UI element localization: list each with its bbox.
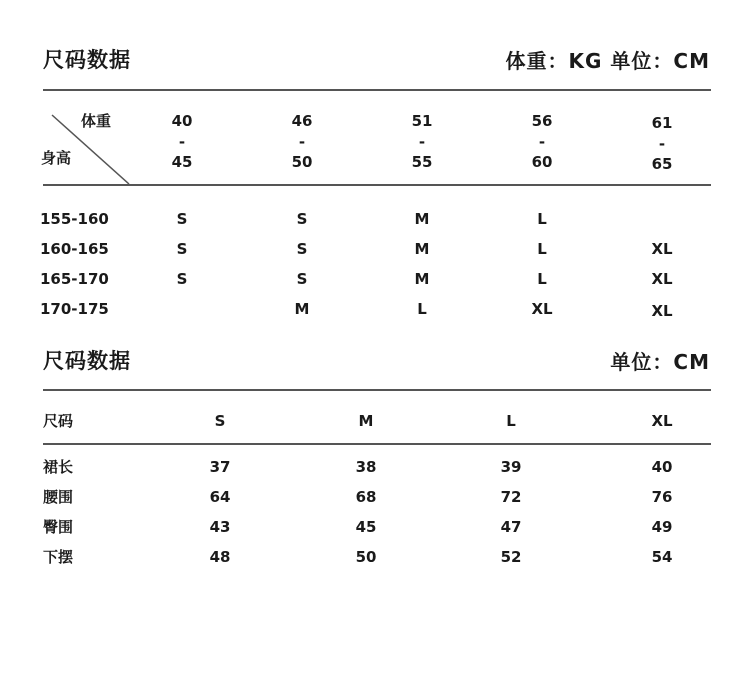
measure-value: 49 [651, 518, 673, 536]
height-range: 160-165 [40, 240, 109, 258]
size-cell: XL [531, 300, 553, 318]
measure-value: 72 [500, 488, 522, 506]
weight-col-2: 46 - 50 [291, 112, 313, 171]
size-cell: XL [651, 240, 673, 258]
size-cell: S [176, 240, 188, 258]
size-header-l: L [506, 412, 516, 430]
table1-header-rule [43, 184, 711, 186]
table2-unit: 单位：CM [610, 350, 710, 374]
table1-unit: 体重：KG 单位：CM [505, 49, 710, 73]
measure-value: 47 [500, 518, 522, 536]
weight-col-1: 40 - 45 [171, 112, 193, 171]
size-cell: L [417, 300, 427, 318]
size-header-m: M [358, 412, 374, 430]
table2-title: 尺码数据 [43, 349, 131, 373]
corner-weight-label: 体重 [81, 112, 112, 130]
size-header-label: 尺码 [43, 412, 74, 430]
size-cell: XL [651, 302, 673, 320]
size-cell: M [414, 240, 430, 258]
size-cell: L [537, 270, 547, 288]
size-cell: L [537, 210, 547, 228]
height-range: 170-175 [40, 300, 109, 318]
size-cell: S [176, 210, 188, 228]
size-cell: M [294, 300, 310, 318]
measure-label: 腰围 [43, 488, 74, 506]
table1-top-rule [43, 89, 711, 91]
measure-value: 52 [500, 548, 522, 566]
measure-value: 38 [355, 458, 377, 476]
weight-col-3: 51 - 55 [411, 112, 433, 171]
table2-header-rule [43, 443, 711, 445]
size-header-s: S [214, 412, 226, 430]
measure-value: 48 [209, 548, 231, 566]
measure-value: 50 [355, 548, 377, 566]
table1-title: 尺码数据 [43, 48, 131, 72]
weight-col-4: 56 - 60 [531, 112, 553, 171]
height-range: 155-160 [40, 210, 109, 228]
measure-value: 37 [209, 458, 231, 476]
measure-value: 40 [651, 458, 673, 476]
measure-value: 43 [209, 518, 231, 536]
corner-height-label: 身高 [41, 149, 72, 167]
measure-value: 64 [209, 488, 231, 506]
measure-value: 76 [651, 488, 673, 506]
measure-value: 45 [355, 518, 377, 536]
size-cell: S [296, 240, 308, 258]
measure-label: 裙长 [43, 458, 74, 476]
size-cell: M [414, 270, 430, 288]
size-cell: M [414, 210, 430, 228]
size-header-xl: XL [651, 412, 673, 430]
measure-label: 下摆 [43, 548, 74, 566]
measure-value: 68 [355, 488, 377, 506]
size-cell: S [176, 270, 188, 288]
measure-value: 39 [500, 458, 522, 476]
measure-value: 54 [651, 548, 673, 566]
size-cell: L [537, 240, 547, 258]
table2-top-rule [43, 389, 711, 391]
height-range: 165-170 [40, 270, 109, 288]
size-cell: S [296, 210, 308, 228]
weight-col-5: 61 - 65 [651, 114, 673, 173]
size-cell: XL [651, 270, 673, 288]
size-cell: S [296, 270, 308, 288]
measure-label: 臀围 [43, 518, 74, 536]
